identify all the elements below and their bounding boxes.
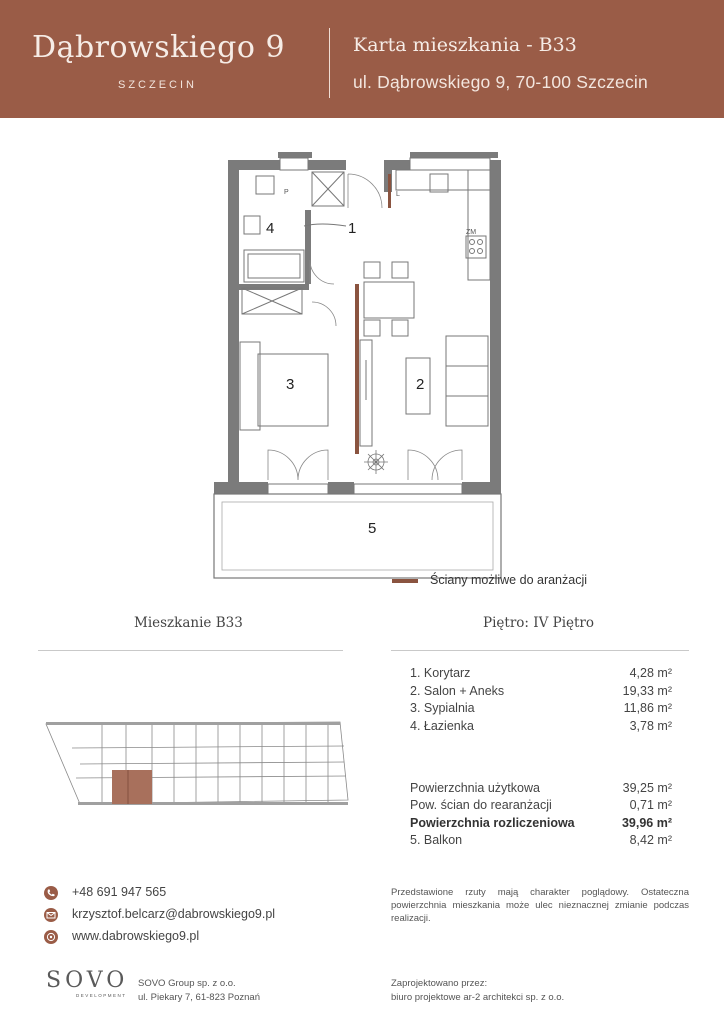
room-number-2: 2 — [416, 376, 425, 393]
area-row — [410, 798, 672, 814]
room-number-3: 3 — [286, 376, 295, 393]
header-banner — [0, 0, 724, 118]
website-link[interactable]: www.dabrowskiego9.pl — [72, 929, 200, 943]
room-label: 4. Łazienka — [410, 719, 474, 733]
card-title: Karta mieszkania - B33 — [353, 34, 577, 56]
fixture-label-l: L — [396, 191, 400, 198]
room-number-5: 5 — [368, 520, 377, 537]
room-label: 2. Salon + Aneks — [410, 684, 505, 698]
sovo-logo: SOVO — [46, 968, 129, 993]
floor-plan — [200, 150, 520, 590]
room-number-1: 1 — [348, 220, 357, 237]
phone-link[interactable]: +48 691 947 565 — [72, 885, 167, 899]
room-area: 4,28 m² — [629, 666, 672, 680]
email-link[interactable]: krzysztof.belcarz@dabrowskiego9.pl — [72, 907, 276, 921]
balcony — [214, 494, 501, 578]
room-row — [410, 666, 672, 682]
area-row — [410, 833, 672, 849]
brand-title: Dąbrowskiego 9 — [32, 30, 286, 65]
apartment-heading-rule — [38, 650, 343, 651]
fixture-label-p: P — [284, 189, 289, 196]
fixture-label-zm: ZM — [466, 229, 477, 236]
header-divider — [329, 28, 330, 98]
company-name: SOVO Group sp. z o.o. — [138, 978, 236, 989]
room-number-4: 4 — [266, 220, 275, 237]
area-label: Pow. ścian do rearanżacji — [410, 798, 552, 812]
disclaimer: Przedstawione rzuty mają charakter poglądowy. Ostateczna powierzchnia mieszkania może ulec nieznacznej zmianie podczas realizacji. — [391, 887, 689, 924]
area-label: Powierzchnia użytkowa — [410, 781, 540, 795]
building-floor-thumbnail — [40, 718, 352, 808]
room-row — [410, 684, 672, 700]
designer-label: Zaprojektowano przez: — [391, 978, 488, 989]
legend-label: Ściany możliwe do aranżacji — [430, 573, 588, 587]
arrangeable-wall — [355, 284, 359, 454]
room-area: 19,33 m² — [622, 684, 672, 698]
area-row-total — [410, 816, 672, 832]
highlighted-apartment — [112, 770, 152, 804]
room-area: 3,78 m² — [629, 719, 672, 733]
floor-heading-rule — [391, 650, 689, 651]
room-area: 11,86 m² — [623, 701, 672, 715]
area-row — [410, 781, 672, 797]
designer-name: biuro projektowe ar-2 architekci sp. z o.o. — [391, 992, 565, 1003]
legend-swatch — [392, 579, 418, 583]
company-address: ul. Piekary 7, 61-823 Poznań — [138, 992, 260, 1003]
floor-heading: Piętro: IV Piętro — [483, 615, 595, 631]
email-icon — [44, 908, 58, 922]
apartment-heading: Mieszkanie B33 — [134, 615, 243, 631]
web-icon — [44, 930, 58, 944]
area-value: 0,71 m² — [629, 798, 672, 812]
area-label: 5. Balkon — [410, 833, 463, 847]
sovo-logo-sub: DEVELOPMENT — [76, 993, 127, 998]
brand-city: SZCZECIN — [118, 79, 197, 91]
area-value: 39,96 m² — [621, 816, 672, 830]
room-label: 3. Sypialnia — [410, 701, 475, 715]
room-label: 1. Korytarz — [410, 666, 471, 680]
floor-plan-drawing — [200, 150, 520, 590]
phone-icon — [44, 886, 58, 900]
area-label: Powierzchnia rozliczeniowa — [410, 816, 575, 830]
room-row — [410, 719, 672, 735]
header-address: ul. Dąbrowskiego 9, 70-100 Szczecin — [353, 72, 648, 92]
room-row — [410, 701, 672, 717]
area-value: 39,25 m² — [622, 781, 672, 795]
area-value: 8,42 m² — [629, 833, 672, 847]
